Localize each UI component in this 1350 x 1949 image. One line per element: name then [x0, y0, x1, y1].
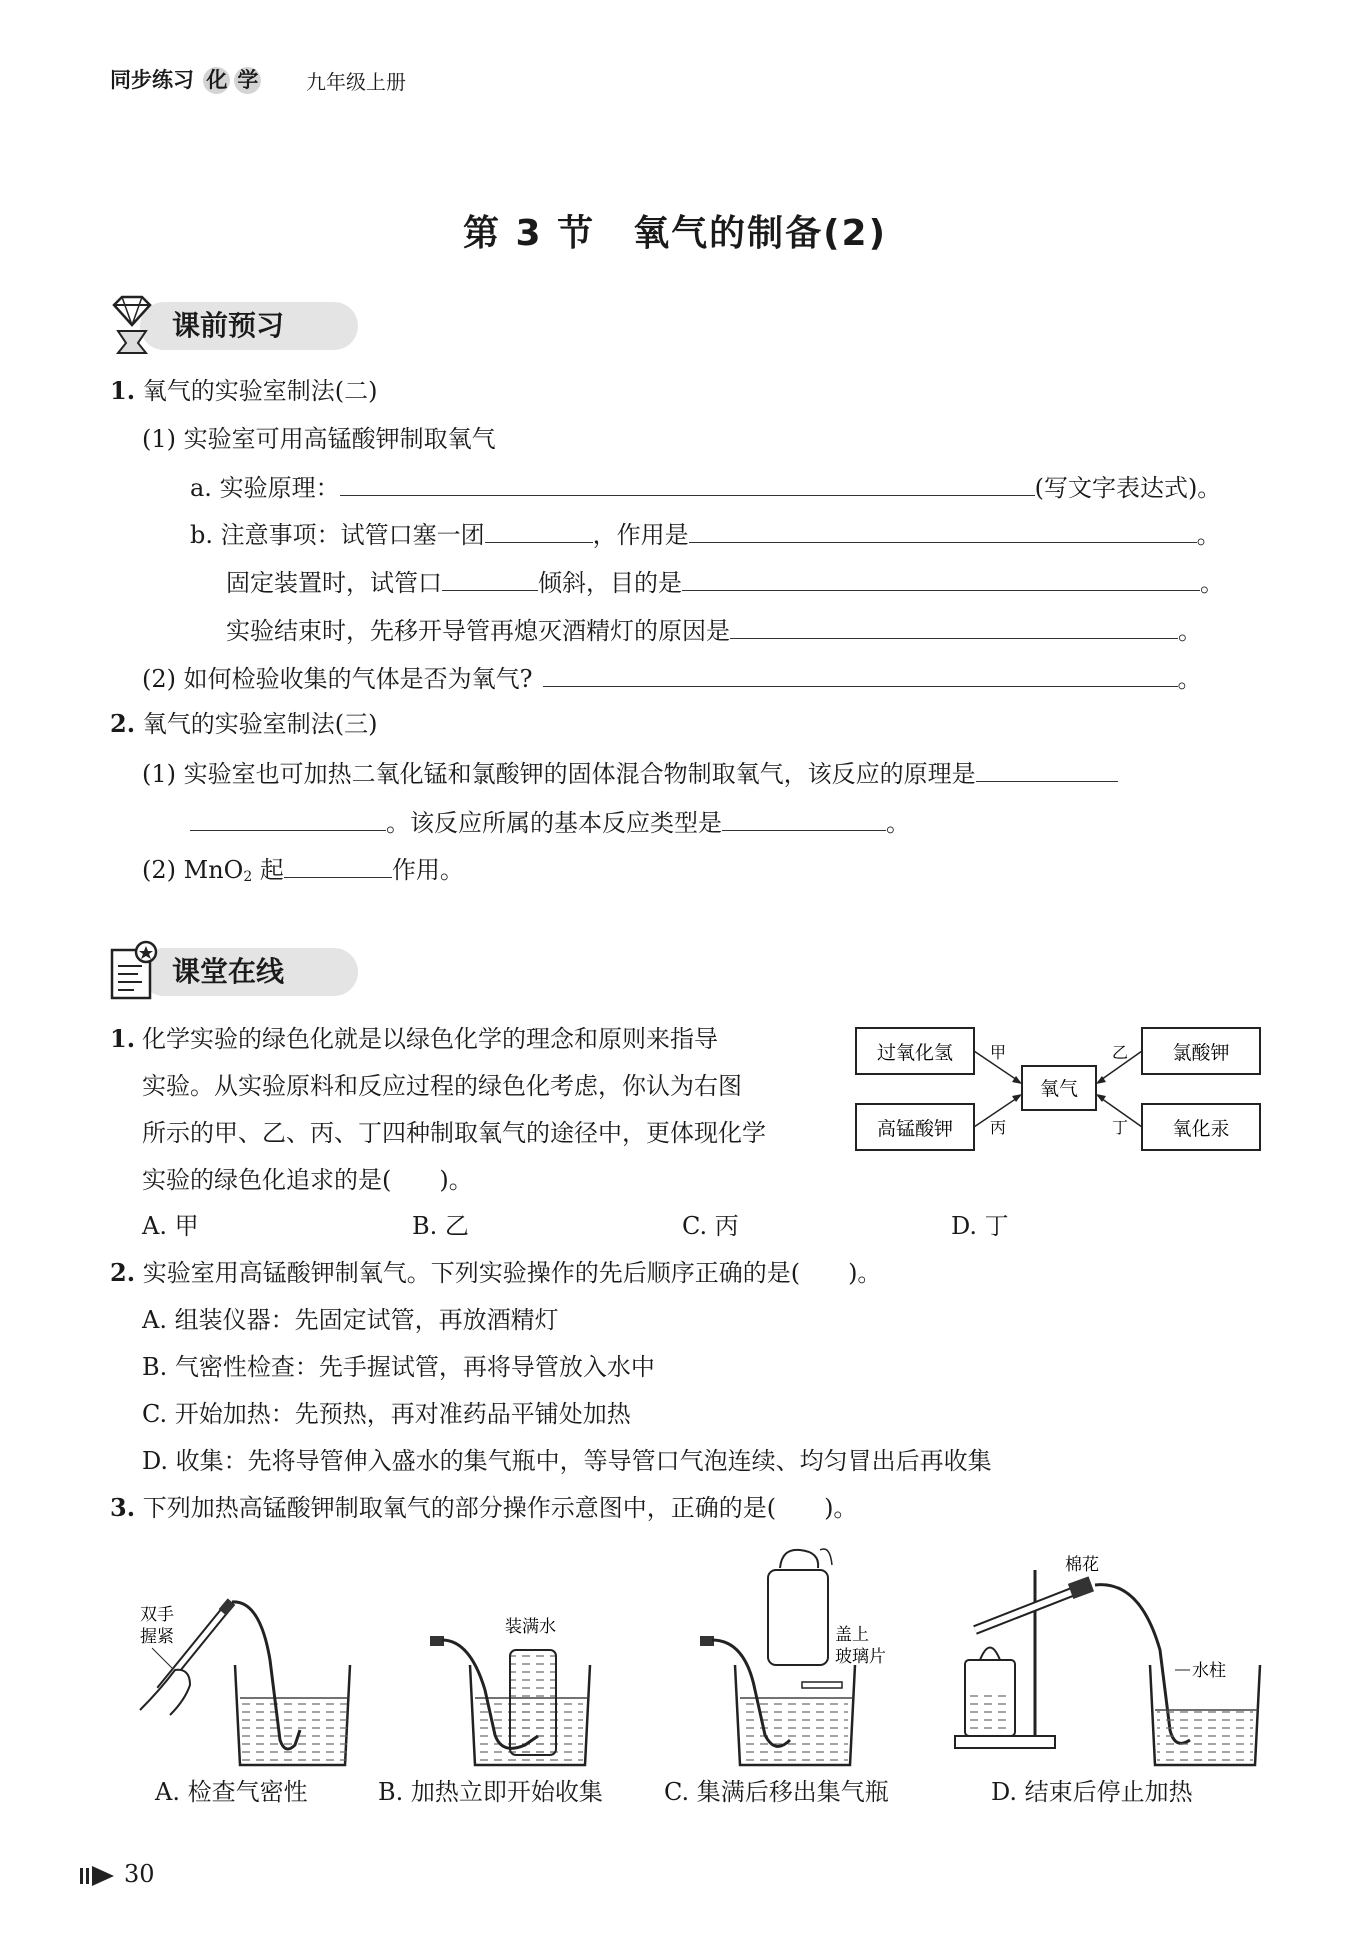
answer-blank[interactable] [190, 806, 386, 831]
preview-q1-b [190, 518, 1221, 550]
label: 实验结束时，先移开导管再熄灭酒精灯的原因是 [226, 617, 730, 645]
preview-q1-2 [142, 662, 1202, 694]
route-jia: 甲 [990, 1043, 1007, 1062]
header-series [110, 64, 263, 94]
punct: 。 [1177, 665, 1202, 693]
oxygen-pathway-diagram [850, 1022, 1265, 1157]
question-text: 所示的甲、乙、丙、丁四种制取氧气的途径中，更体现化学 [142, 1119, 766, 1147]
inclass-q3 [110, 1493, 857, 1523]
label-tl: 过氧化氢 [876, 1042, 954, 1064]
question-text: 下列加热高锰酸钾制取氧气的部分操作示意图中，正确的是( )。 [142, 1494, 858, 1522]
preview-q2-1b [190, 806, 910, 838]
answer-blank[interactable] [976, 757, 1118, 782]
answer-blank[interactable] [284, 853, 392, 878]
question-number: 2. [110, 709, 136, 738]
preview-q1-fix [226, 566, 1224, 598]
page-marker-icon [78, 1862, 118, 1890]
page-number: 30 [124, 1860, 155, 1888]
label-hold-1: 双手 [140, 1605, 174, 1625]
answer-blank[interactable] [485, 518, 593, 543]
label: 作用。 [391, 856, 464, 884]
series-label: 同步练习 [110, 68, 194, 92]
label-tr: 氯酸钾 [1172, 1042, 1230, 1064]
caption-b[interactable]: B. 加热立即开始收集 [378, 1778, 603, 1806]
preview-q1-a [190, 471, 1221, 503]
label: 。该反应所属的基本反应类型是 [386, 809, 722, 837]
caption-a[interactable]: A. 检查气密性 [155, 1778, 308, 1806]
label: 固定装置时，试管口 [226, 569, 442, 597]
option-a[interactable]: A. 甲 [142, 1212, 199, 1240]
preview-q2 [110, 709, 377, 739]
question-text: 实验。从实验原料和反应过程的绿色化考虑，你认为右图 [142, 1072, 742, 1100]
question-number: 1. [110, 376, 136, 405]
diamond-icon [108, 293, 156, 357]
preview-q1-end [226, 614, 1202, 646]
label: ，作用是 [592, 521, 689, 549]
section-title: 课堂在线 [140, 948, 358, 996]
punct: 。 [1178, 617, 1202, 645]
question-number: 3. [110, 1493, 136, 1522]
option-b[interactable]: B. 气密性检查：先手握试管，再将导管放入水中 [142, 1353, 655, 1381]
inclass-q2 [110, 1258, 881, 1288]
preview-q1-1: (1) 实验室可用高锰酸钾制取氧气 [142, 425, 496, 453]
preview-q2-2 [142, 853, 464, 892]
figure-d [955, 1555, 1260, 1765]
option-d[interactable]: D. 丁 [951, 1212, 1009, 1240]
answer-blank[interactable] [340, 471, 1035, 496]
label-cotton: 棉花 [1065, 1555, 1099, 1575]
label: 起 [252, 856, 284, 884]
label-cover-2: 玻璃片 [835, 1647, 886, 1667]
question-number: 1. [110, 1024, 136, 1053]
figure-b [430, 1617, 590, 1765]
subject-badge: 学 [234, 67, 261, 94]
route-yi: 乙 [1112, 1043, 1129, 1062]
answer-blank[interactable] [442, 566, 538, 591]
section-title: 课前预习 [140, 302, 358, 350]
preview-q1 [110, 376, 377, 406]
question-text: 实验室用高锰酸钾制氧气。下列实验操作的先后顺序正确的是( )。 [142, 1259, 882, 1287]
subject-badge: 化 [203, 67, 230, 94]
page-title: 第 3 节 氧气的制备(2) [462, 213, 888, 254]
label: (2) MnO [142, 856, 244, 884]
figure-a [140, 1598, 350, 1765]
answer-blank[interactable] [722, 806, 886, 831]
label-br: 氧化汞 [1172, 1118, 1230, 1140]
subscript: 2 [243, 869, 253, 885]
question-text: 实验的绿色化追求的是( )。 [142, 1166, 473, 1194]
option-c[interactable]: C. 开始加热：先预热，再对准药品平铺处加热 [142, 1400, 631, 1428]
label-cover-1: 盖上 [835, 1625, 869, 1645]
answer-blank[interactable] [682, 566, 1200, 591]
question-text: 化学实验的绿色化就是以绿色化学的理念和原则来指导 [142, 1025, 718, 1053]
label: a. 实验原理： [190, 474, 340, 502]
punct: 。 [1200, 569, 1224, 597]
answer-blank[interactable] [689, 518, 1197, 543]
question-text: 氧气的实验室制法(三) [142, 710, 378, 738]
figure-c [700, 1549, 886, 1765]
question-number: 2. [110, 1258, 136, 1287]
notebook-icon [108, 940, 160, 1002]
punct: 。 [886, 809, 910, 837]
caption-d[interactable]: D. 结束后停止加热 [991, 1778, 1193, 1806]
option-a[interactable]: A. 组装仪器：先固定试管，再放酒精灯 [142, 1306, 559, 1334]
option-d[interactable]: D. 收集：先将导管伸入盛水的集气瓶中，等导管口气泡连续、均匀冒出后再收集 [142, 1447, 992, 1475]
label: (1) 实验室也可加热二氧化锰和氯酸钾的固体混合物制取氧气，该反应的原理是 [142, 760, 976, 788]
hint: (写文字表达式)。 [1034, 474, 1222, 502]
label: b. 注意事项：试管口塞一团 [190, 521, 485, 549]
route-ding: 丁 [1112, 1118, 1129, 1137]
label-water-column: 水柱 [1192, 1661, 1226, 1681]
operation-figures [130, 1540, 1280, 1780]
question-text: 氧气的实验室制法(二) [142, 377, 378, 405]
answer-blank[interactable] [543, 662, 1178, 687]
answer-blank[interactable] [730, 614, 1178, 639]
route-bing: 丙 [990, 1118, 1007, 1137]
label: 倾斜，目的是 [538, 569, 682, 597]
option-b[interactable]: B. 乙 [412, 1212, 469, 1240]
label-bl: 高锰酸钾 [876, 1118, 954, 1140]
preview-q2-1 [142, 757, 1118, 789]
punct: 。 [1196, 521, 1221, 549]
option-c[interactable]: C. 丙 [682, 1212, 739, 1240]
label-hold-2: 握紧 [140, 1627, 174, 1647]
label: (2) 如何检验收集的气体是否为氧气? [142, 665, 533, 693]
grade-label: 九年级上册 [306, 70, 406, 94]
caption-c[interactable]: C. 集满后移出集气瓶 [664, 1778, 889, 1806]
label-full-water: 装满水 [505, 1617, 556, 1637]
label-center: 氧气 [1039, 1078, 1079, 1100]
